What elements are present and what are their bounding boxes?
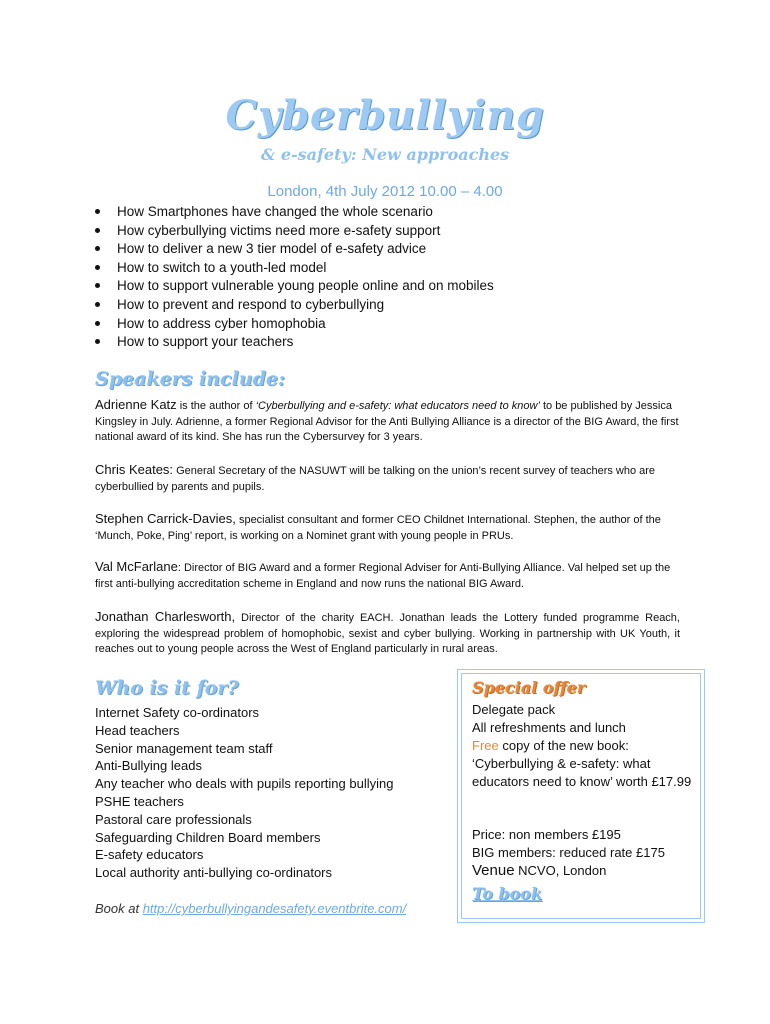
bullet-icon [95,321,100,326]
topics-list [95,203,494,352]
audience-item: Safeguarding Children Board members [95,829,321,845]
bullet-icon [95,339,100,344]
offer-item: All refreshments and lunch [472,720,626,735]
offer-heading: Special offer [472,678,586,697]
book-title: ‘Cyberbullying and e-safety: what educators need to know’ [255,400,540,412]
free-label: Free [472,738,499,753]
speaker-bio [95,559,680,592]
audience-item: Pastoral care professionals [95,811,252,827]
speaker-name: Chris Keates: [95,462,174,477]
speaker-bio [95,397,680,446]
audience-item: Head teachers [95,722,180,738]
speakers-heading: Speakers include: [95,368,285,390]
price-members: BIG members: reduced rate £175 [472,845,665,860]
offer-item: Delegate pack [472,702,556,717]
speaker-bio [95,462,680,495]
audience-item: Local authority anti-bullying co-ordinators [95,865,333,881]
to-book-link[interactable]: To book [472,884,542,903]
offer-book [472,737,697,790]
topic-item: How to support vulnerable young people online and on mobiles [95,277,494,296]
audience-item: Anti-Bullying leads [95,758,202,774]
bullet-icon [95,302,100,307]
audience-item: Any teacher who deals with pupils reporting bullying [95,776,394,792]
booking-prefix: Book at [95,901,143,916]
speaker-text: to be published by Jessica Kingsley in July. Adrienne, a former Regional Advisor for the Anti Bullying Alliance is a director of the BIG Award, the first national award of its kind. She has run the Cybersurvey for 3 years. [95,400,679,443]
speaker-text: specialist consultant and former CEO Childnet International. Stephen, the author of the ‘Munch, Poke, Ping’ report, is working on a Nominet grant with young people in PRUs. [95,514,661,542]
audience-heading: Who is it for? [95,677,239,699]
topic-item: How Smartphones have changed the whole scenario [95,203,494,222]
event-dateline: London, 4th July 2012 10.00 – 4.00 [267,183,503,200]
speaker-text: is the author of [176,400,256,412]
bullet-icon [95,209,100,214]
audience-item: PSHE teachers [95,793,184,809]
bullet-icon [95,228,100,233]
topic-item: How to support your teachers [95,333,494,352]
speaker-name: Jonathan Charlesworth, [95,609,236,624]
speaker-text: Director of the charity EACH. Jonathan leads the Lottery funded programme Reach, exploring the widespread problem of homophobic, sexist and cyber bullying. Working in partnership with UK Youth, it reaches out to young people across the West of England particularly in rural areas. [95,612,680,655]
booking-line [95,901,406,916]
speaker-name: Stephen Carrick-Davies, [95,511,236,526]
page-subtitle: & e-safety: New approaches [260,145,510,164]
audience-item: E-safety educators [95,847,204,863]
price-nonmembers: Price: non members £195 [472,827,621,842]
audience-item: Internet Safety co-ordinators [95,705,260,720]
bullet-icon [95,246,100,251]
speaker-name: Val McFarlane [95,559,178,574]
venue-value: NCVO, London [514,863,607,878]
bullet-icon [95,265,100,270]
venue-line [472,862,697,880]
topic-item: How to prevent and respond to cyberbullying [95,296,494,315]
topic-item: How to address cyber homophobia [95,315,494,334]
topic-item: How to switch to a youth-led model [95,259,494,278]
bullet-icon [95,283,100,288]
venue-label: Venue [472,862,515,879]
booking-link[interactable]: http://cyberbullyingandesafety.eventbrite.com/ [142,901,407,916]
speaker-text: General Secretary of the NASUWT will be talking on the union’s recent survey of teachers who are cyberbullied by parents and pupils. [95,465,656,493]
topic-item: How to deliver a new 3 tier model of e-safety advice [95,240,494,259]
page-title: Cyberbullying [225,92,545,139]
topic-item: How cyberbullying victims need more e-safety support [95,222,494,241]
audience-item: Senior management team staff [95,740,273,756]
speaker-name: Adrienne Katz [95,397,177,412]
offer-book-text: copy of the new book: ‘Cyberbullying & e-safety: what educators need to know’ worth £17.99 [472,738,692,789]
speaker-bio [95,511,680,544]
speaker-text: : Director of BIG Award and a former Regional Adviser for Anti-Bullying Alliance. Val helped set up the first anti-bullying accreditation scheme in England and now runs the national BIG Award. [95,562,671,590]
audience-list [95,704,393,882]
speaker-bio [95,609,680,658]
